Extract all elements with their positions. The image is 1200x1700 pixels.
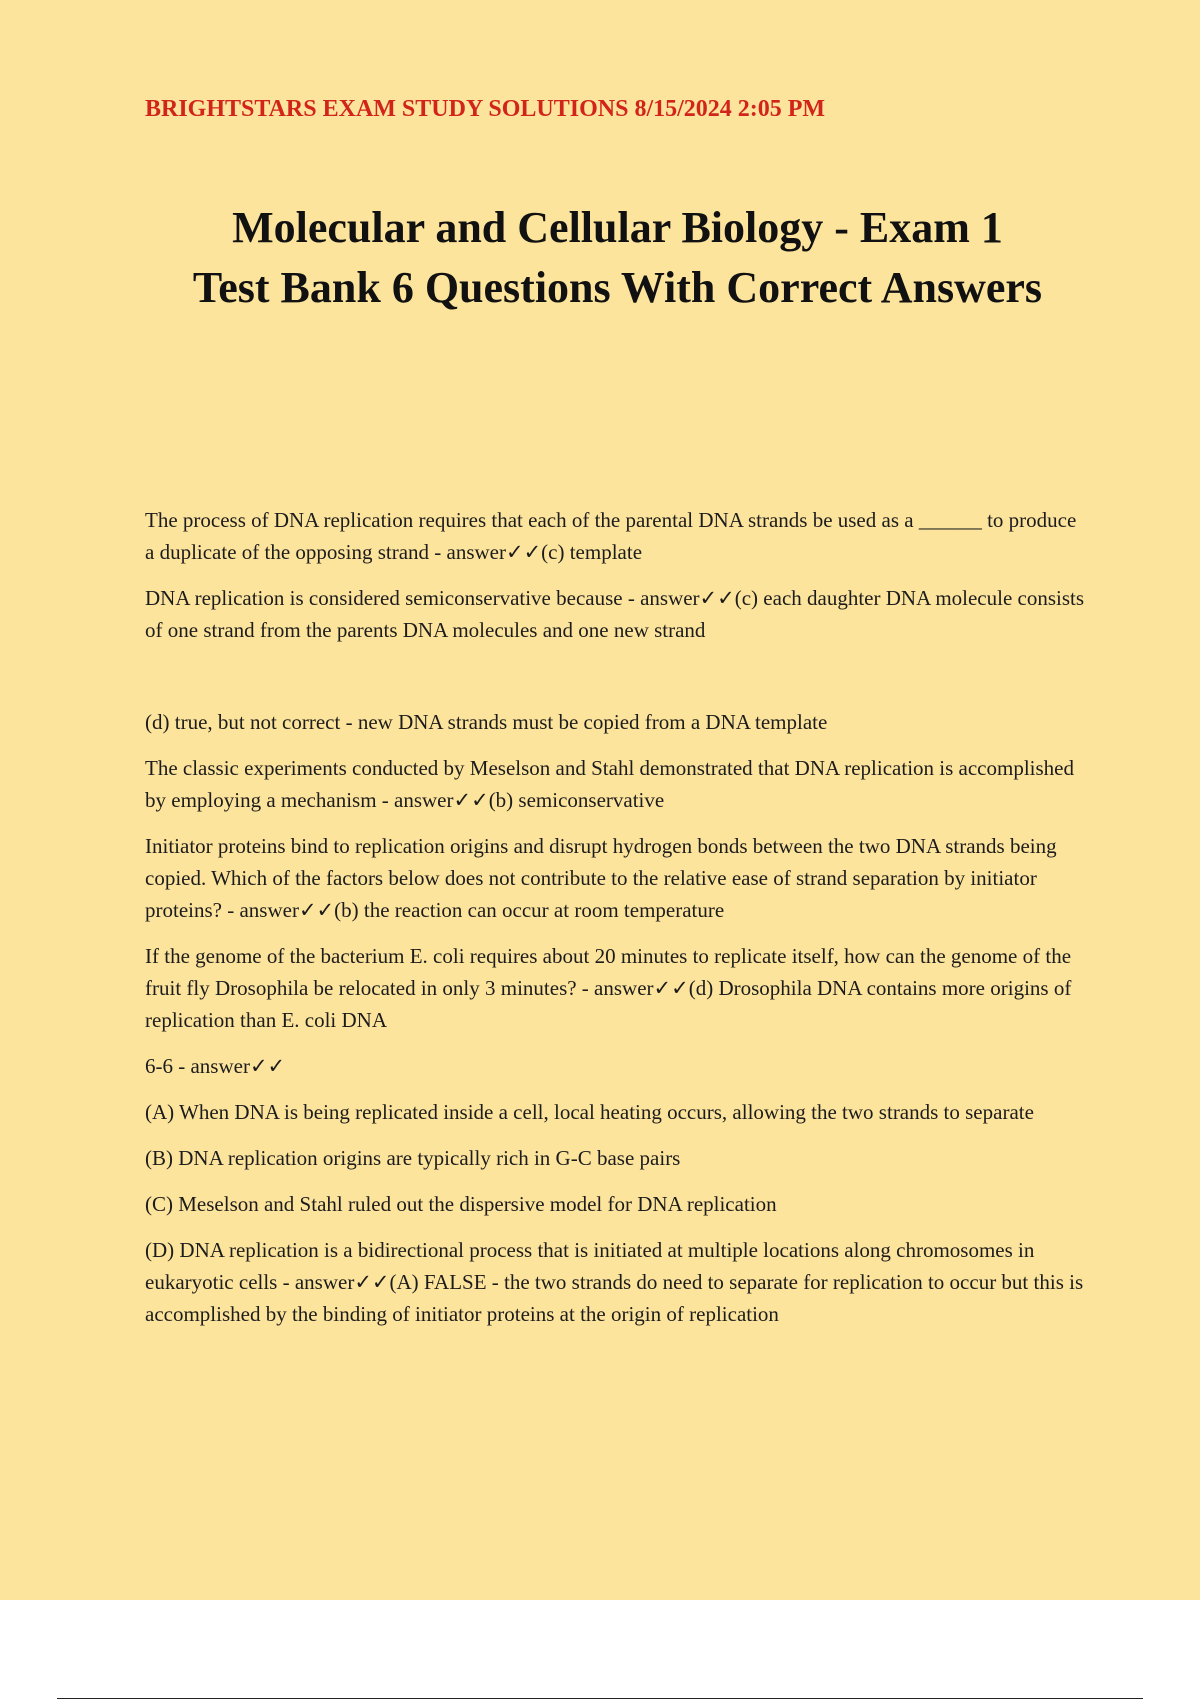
question-paragraph: If the genome of the bacterium E. coli requires about 20 minutes to replicate itself, how can the genome of the fruit fly Drosophila be relocated in only 3 minutes? - answer✓✓(d) Drosophila DNA contains more origins of replication than E. coli DNA bbox=[145, 944, 1072, 1032]
option-paragraph: (D) DNA replication is a bidirectional process that is initiated at multiple locations along chromosomes in eukaryotic cells - answer✓✓(A) FALSE - the two strands do need to separate for replication to occur but this is accomplished by the binding of initiator proteins at the origin of replication bbox=[145, 1238, 1084, 1326]
title-line-1: Molecular and Cellular Biology - Exam 1 bbox=[232, 203, 1003, 252]
page-footer-area bbox=[0, 1600, 1200, 1700]
question-paragraph: DNA replication is considered semiconservative because - answer✓✓(c) each daughter DNA molecule consists of one strand from the parents DNA molecules and one new strand bbox=[145, 586, 1085, 642]
option-paragraph: (C) Meselson and Stahl ruled out the dispersive model for DNA replication bbox=[145, 1192, 777, 1216]
question-paragraph: The process of DNA replication requires that each of the parental DNA strands be used as a ______ to produce a duplicate of the opposing strand - answer✓✓(c) template bbox=[145, 508, 1077, 564]
question-list bbox=[145, 504, 1090, 1344]
title-line-2: Test Bank 6 Questions With Correct Answers bbox=[192, 263, 1043, 312]
page-title bbox=[145, 198, 1090, 318]
brand-header: BRIGHTSTARS EXAM STUDY SOLUTIONS 8/15/2024 2:05 PM bbox=[145, 96, 826, 122]
question-paragraph: Initiator proteins bind to replication origins and disrupt hydrogen bonds between the two DNA strands being copied. Which of the factors below does not contribute to the relative ease of strand separation by initiator proteins? - answer✓✓(b) the reaction can occur at room temperature bbox=[145, 834, 1057, 922]
question-paragraph: The classic experiments conducted by Meselson and Stahl demonstrated that DNA replication is accomplished by employing a mechanism - answer✓✓(b) semiconservative bbox=[145, 756, 1075, 812]
question-paragraph: 6-6 - answer✓✓ bbox=[145, 1054, 286, 1078]
footer-divider bbox=[57, 1698, 1143, 1699]
option-paragraph: (B) DNA replication origins are typically rich in G-C base pairs bbox=[145, 1146, 681, 1170]
option-paragraph: (A) When DNA is being replicated inside a cell, local heating occurs, allowing the two strands to separate bbox=[145, 1100, 1034, 1124]
question-paragraph: (d) true, but not correct - new DNA strands must be copied from a DNA template bbox=[145, 710, 828, 734]
